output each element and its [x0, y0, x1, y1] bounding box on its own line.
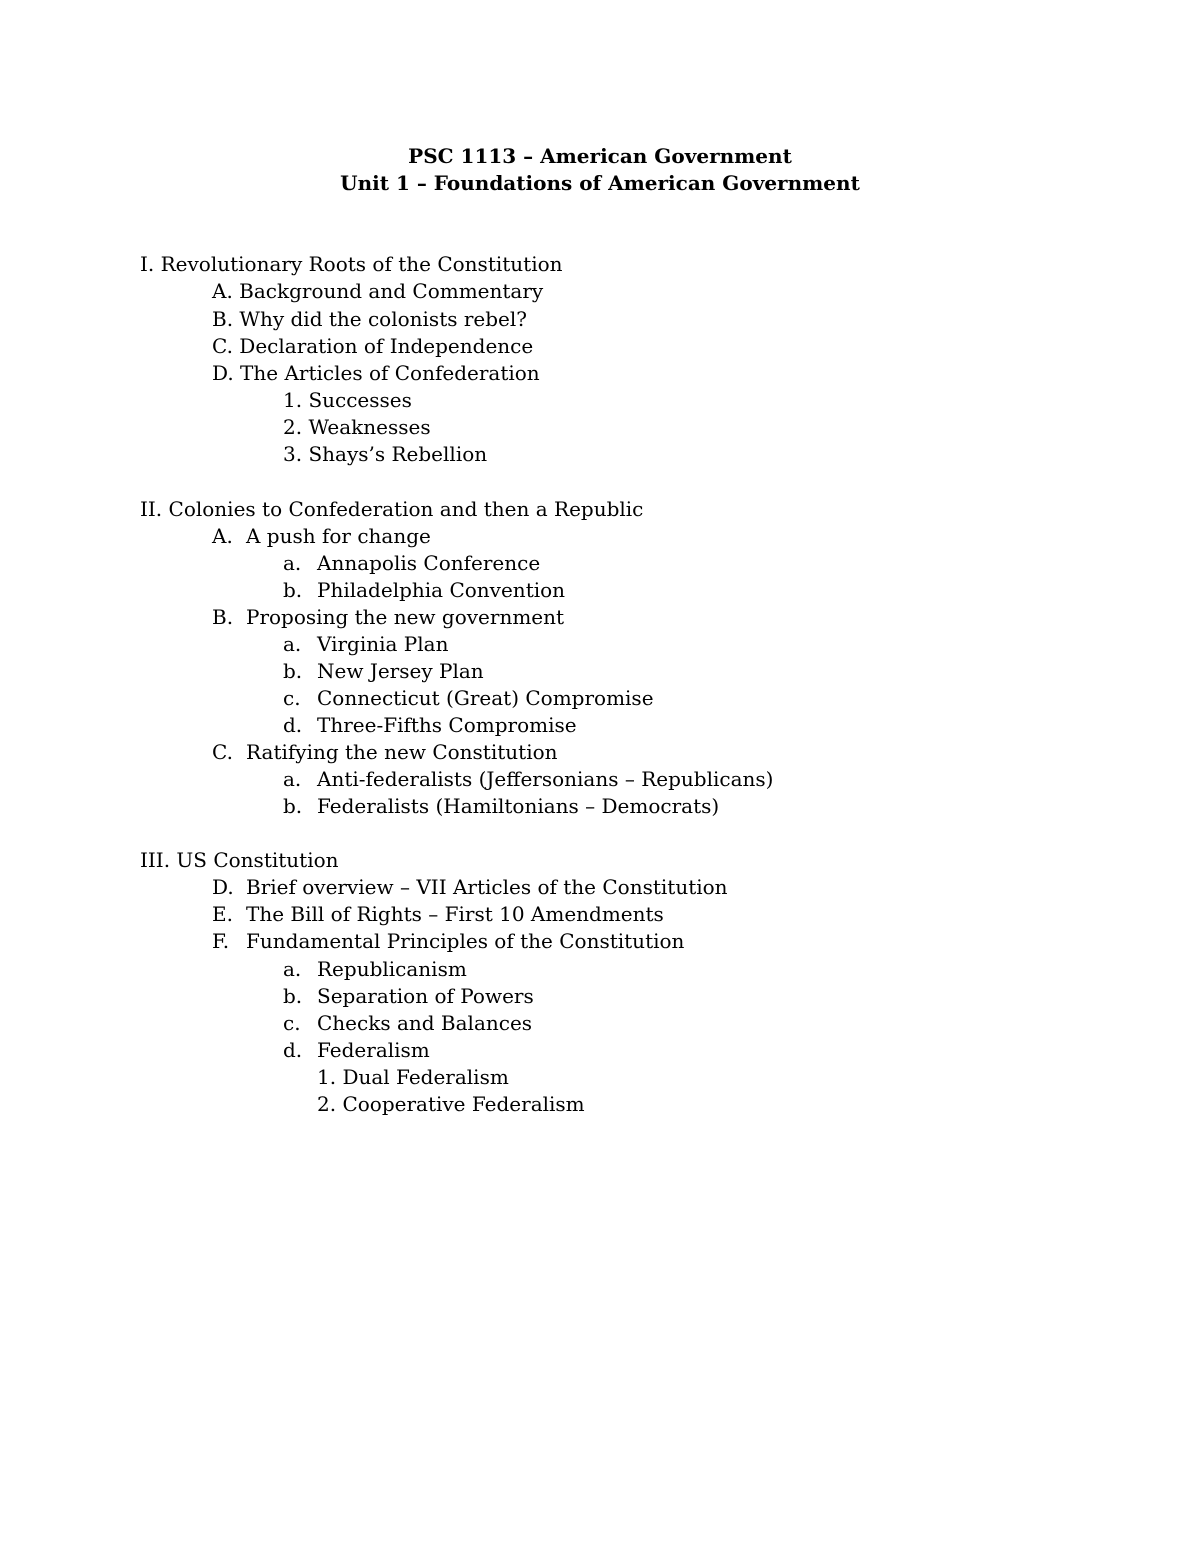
outline-item: Ratifying the new Constitution: [246, 740, 558, 764]
outline-marker: C.: [212, 740, 233, 764]
outline-marker: d.: [283, 713, 303, 737]
outline-marker: b.: [283, 578, 303, 602]
outline-marker: b.: [283, 659, 303, 683]
outline-item: Brief overview – VII Articles of the Constitution: [246, 875, 728, 899]
outline-item: D. The Articles of Confederation: [212, 361, 540, 385]
outline-subitem: Checks and Balances: [317, 1011, 533, 1035]
outline-marker: b.: [283, 984, 303, 1008]
outline-subsubitem: 1. Dual Federalism: [317, 1065, 509, 1089]
outline-subitem: Virginia Plan: [317, 632, 449, 656]
outline-marker: B.: [212, 605, 234, 629]
outline-marker: a.: [283, 767, 302, 791]
outline-subitem: Republicanism: [317, 957, 467, 981]
outline-item: Fundamental Principles of the Constitution: [246, 929, 685, 953]
outline-subitem: Federalism: [317, 1038, 430, 1062]
section-3-heading: III. US Constitution: [140, 848, 339, 872]
outline-subitem: Separation of Powers: [317, 984, 534, 1008]
outline-subitem: Federalists (Hamiltonians – Democrats): [317, 794, 720, 818]
outline-marker: E.: [212, 902, 233, 926]
outline-marker: D.: [212, 875, 234, 899]
outline-item: The Bill of Rights – First 10 Amendments: [246, 902, 664, 926]
outline-marker: a.: [283, 632, 302, 656]
outline-marker: c.: [283, 1011, 301, 1035]
outline-item: A. Background and Commentary: [212, 279, 544, 303]
outline-subitem: 2. Weaknesses: [283, 415, 431, 439]
outline-marker: F.: [212, 929, 230, 953]
outline-marker: a.: [283, 551, 302, 575]
outline-subitem: Annapolis Conference: [317, 551, 541, 575]
unit-title: Unit 1 – Foundations of American Government: [340, 171, 860, 195]
outline-subitem: New Jersey Plan: [317, 659, 484, 683]
outline-item: B. Why did the colonists rebel?: [212, 307, 528, 331]
outline-subitem: Connecticut (Great) Compromise: [317, 686, 654, 710]
outline-subitem: 3. Shays’s Rebellion: [283, 442, 488, 466]
section-2-heading: II. Colonies to Confederation and then a Republic: [140, 497, 644, 521]
outline-subitem: 1. Successes: [283, 388, 412, 412]
outline-subitem: Philadelphia Convention: [317, 578, 566, 602]
outline-marker: c.: [283, 686, 301, 710]
outline-item: Proposing the new government: [246, 605, 565, 629]
outline-subitem: Anti-federalists (Jeffersonians – Republicans): [317, 767, 774, 791]
outline-marker: b.: [283, 794, 303, 818]
outline-subsubitem: 2. Cooperative Federalism: [317, 1092, 585, 1116]
outline-subitem: Three-Fifths Compromise: [317, 713, 577, 737]
outline-marker: A.: [212, 524, 233, 548]
outline-item: C. Declaration of Independence: [212, 334, 534, 358]
outline-marker: a.: [283, 957, 302, 981]
outline-marker: d.: [283, 1038, 303, 1062]
outline-item: A push for change: [246, 524, 431, 548]
section-1-heading: I. Revolutionary Roots of the Constitution: [140, 252, 563, 276]
course-title: PSC 1113 – American Government: [408, 144, 792, 168]
